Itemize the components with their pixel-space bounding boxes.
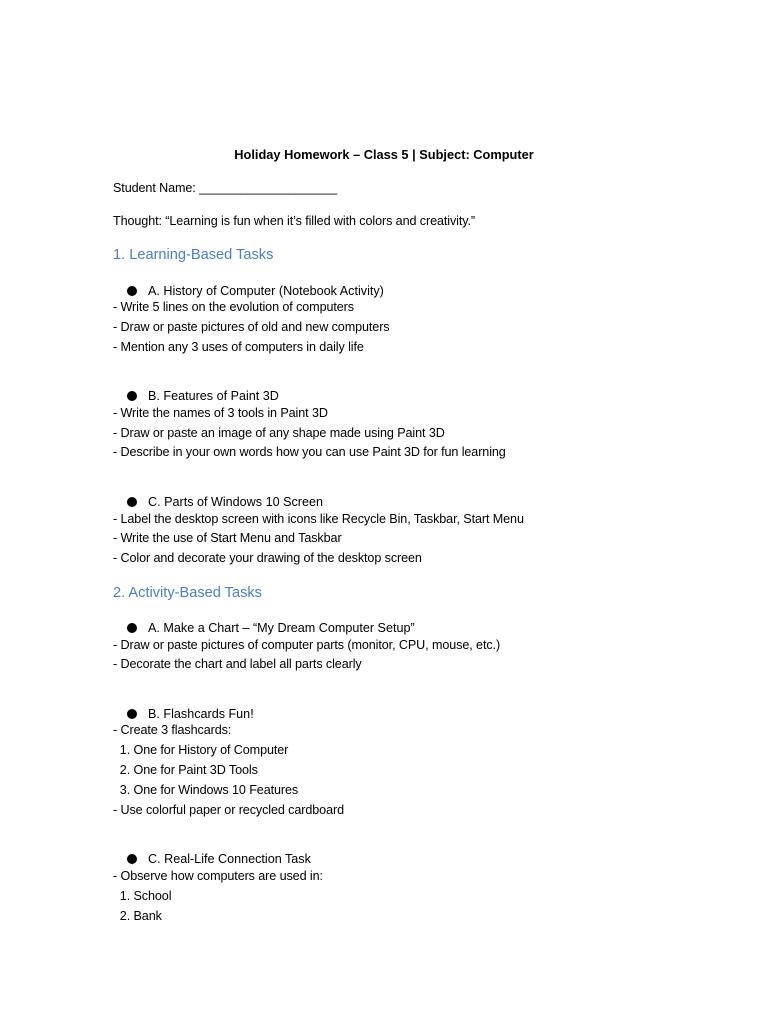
bullet-icon [127,854,137,864]
document-title: Holiday Homework – Class 5 | Subject: Computer [234,147,534,162]
section-heading-learning: 1. Learning-Based Tasks [113,247,274,263]
task-line: 1. School [113,889,172,903]
task-line: - Observe how computers are used in: [113,869,323,883]
task-line: 3. One for Windows 10 Features [113,783,299,797]
task-line: - Draw or paste an image of any shape made using Paint 3D [113,426,445,440]
task-title: B. Features of Paint 3D [148,389,279,403]
task-line: - Create 3 flashcards: [113,723,232,737]
bullet-icon [127,497,137,507]
task-title: C. Parts of Windows 10 Screen [148,495,323,509]
bullet-icon [127,391,137,401]
section-heading-activity: 2. Activity-Based Tasks [113,585,262,601]
task-line: - Draw or paste pictures of computer parts (monitor, CPU, mouse, etc.) [113,638,501,652]
task-line: 2. One for Paint 3D Tools [113,763,258,777]
task-line: - Describe in your own words how you can use Paint 3D for fun learning [113,445,506,459]
task-line: 2. Bank [113,909,162,923]
task-line: - Draw or paste pictures of old and new computers [113,320,390,334]
task-line: - Write the use of Start Menu and Taskbar [113,531,342,545]
task-line: - Label the desktop screen with icons like Recycle Bin, Taskbar, Start Menu [113,512,524,526]
task-line: - Mention any 3 uses of computers in daily life [113,340,364,354]
task-line: - Use colorful paper or recycled cardboard [113,803,344,817]
task-line: - Write 5 lines on the evolution of computers [113,300,354,314]
task-title: A. Make a Chart – “My Dream Computer Setup” [148,621,415,635]
bullet-icon [127,709,137,719]
task-line: - Color and decorate your drawing of the desktop screen [113,551,422,565]
task-title: C. Real-Life Connection Task [148,852,311,866]
student-name-line: Student Name: ____________________ [113,181,338,195]
task-line: - Decorate the chart and label all parts clearly [113,657,362,671]
bullet-icon [127,286,137,296]
task-line: 1. One for History of Computer [113,743,289,757]
thought-line: Thought: “Learning is fun when it’s filled with colors and creativity.” [113,214,476,228]
task-title: A. History of Computer (Notebook Activity) [148,284,384,298]
bullet-icon [127,623,137,633]
task-title: B. Flashcards Fun! [148,707,254,721]
task-line: - Write the names of 3 tools in Paint 3D [113,406,328,420]
